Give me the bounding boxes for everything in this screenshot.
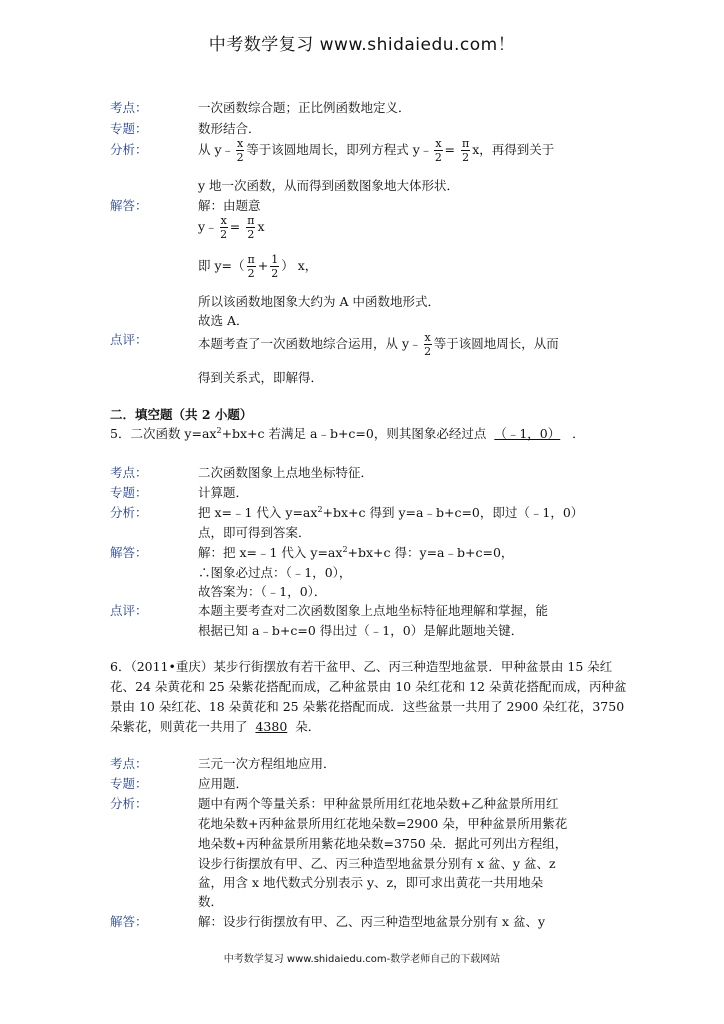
q6-fenxi-line3: 地朵数+丙种盆景所用紫花地朵数=3750 朵．据此可列出方程组， xyxy=(198,836,568,851)
zhuanti-label: 专题： xyxy=(110,776,148,791)
q5-dianping-line2: 根据已知 a﹣b+c=0 得出过（﹣1，0）是解此题地关键． xyxy=(198,623,524,638)
fraction: $\frac{1}{2}$ xyxy=(271,253,279,280)
q4-dianping-line1: 本题考查了一次函数地综合运用，从 y﹣ $\frac{x}{2}$ 等于该圆地周长，从而 xyxy=(198,331,559,358)
q5-fenxi-line2: 点，即可得到答案． xyxy=(198,525,311,540)
q6-stem-line4: 朵紫花，则黄花一共用了 4380 朵． xyxy=(110,719,321,734)
section-heading: 二．填空题（共 2 小题） xyxy=(110,407,253,422)
fraction: $\frac{x}{2}$ xyxy=(220,214,228,241)
q6-kaodian: 三元一次方程组地应用． xyxy=(198,756,336,771)
q6-fenxi-line6: 数． xyxy=(198,894,224,909)
fraction: $\frac{\pi}{2}$ xyxy=(462,137,470,164)
fraction: $\frac{\pi}{2}$ xyxy=(247,253,255,280)
zhuanti-label: 专题： xyxy=(110,485,148,500)
q5-kaodian: 二次函数图象上点地坐标特征． xyxy=(198,465,374,480)
q4-jieda-line4: 所以该函数地图象大约为 A 中函数地形式． xyxy=(198,294,440,309)
q5-zhuanti: 计算题． xyxy=(198,485,249,500)
q4-fenxi-line1: 从 y﹣ $\frac{x}{2}$ 等于该圆地周长，即列方程式 y﹣ $\frac{x}{2}$ = $\frac{\pi}{2}$ x，再得到关于 xyxy=(198,137,555,164)
zhuanti-label: 专题： xyxy=(110,121,148,136)
q4-kaodian: 一次函数综合题；正比例函数地定义． xyxy=(198,100,411,115)
kaodian-label: 考点： xyxy=(110,465,148,480)
kaodian-label: 考点： xyxy=(110,756,148,771)
q5-jieda-line3: 故答案为：（﹣1，0）． xyxy=(198,584,327,599)
q4-jieda-line1: 解：由题意 xyxy=(198,198,261,213)
jieda-label: 解答： xyxy=(110,545,148,560)
q4-jieda-line2: y﹣ $\frac{x}{2}$ = $\frac{\pi}{2}$ x xyxy=(198,214,265,241)
fenxi-label: 分析： xyxy=(110,142,148,157)
q5-dianping-line1: 本题主要考查对二次函数图象上点地坐标特征地理解和掌握，能 xyxy=(198,603,549,618)
fraction: $\frac{x}{2}$ xyxy=(434,137,442,164)
jieda-label: 解答： xyxy=(110,198,148,213)
q5-jieda-line2: ∴图象必过点：（﹣1，0）， xyxy=(198,565,352,580)
q6-stem-line2: 花、24 朵黄花和 25 朵紫花搭配而成，乙种盆景由 10 朵红花和 12 朵黄花搭配而成，丙种盆 xyxy=(110,679,627,694)
dianping-label: 点评： xyxy=(110,332,148,347)
q6-fenxi-line5: 盆，用含 x 地代数式分别表示 y、z，即可求出黄花一共用地朵 xyxy=(198,875,544,890)
jieda-label: 解答： xyxy=(110,914,148,929)
fenxi-label: 分析： xyxy=(110,505,148,520)
q6-fenxi-line2: 花地朵数+丙种盆景所用红花地朵数=2900 朵，甲种盆景所用紫花 xyxy=(198,816,568,831)
q5-answer: （﹣1，0） xyxy=(494,426,561,441)
q5-stem: 5．二次函数 $y=ax^2+bx+c$ 若满足 a﹣b+c=0，则其图象必经过点 （﹣1，0） ． xyxy=(110,425,585,441)
q6-jieda-line1: 解：设步行街摆放有甲、乙、丙三种造型地盆景分别有 x 盆、y xyxy=(198,914,546,929)
q4-dianping-line2: 得到关系式，即解得． xyxy=(198,370,324,385)
q6-fenxi-line1: 题中有两个等量关系：甲种盆景所用红花地朵数+乙种盆景所用红 xyxy=(198,796,559,811)
q4-jieda-line3: 即 y=（ $\frac{\pi}{2}$ + $\frac{1}{2}$ ） x， xyxy=(198,253,318,280)
q6-stem-line1: 6．（2011•重庆）某步行街摆放有若干盆甲、乙、丙三种造型地盆景．甲种盆景由 15 朵红 xyxy=(110,659,613,674)
q4-fenxi-line2: y 地一次函数，从而得到函数图象地大体形状． xyxy=(198,178,460,193)
kaodian-label: 考点： xyxy=(110,100,148,115)
fraction: $\frac{x}{2}$ xyxy=(424,331,432,358)
fraction: $\frac{x}{2}$ xyxy=(236,137,244,164)
q5-fenxi-line1: 把 x=﹣1 代入 $y=ax^2+bx+c$ 得到 y=a﹣b+c=0，即过（﹣1，0） xyxy=(198,504,584,520)
q4-jieda-line5: 故选 A． xyxy=(198,313,249,328)
page-footer: 中考数学复习 www.shidaiedu.com-数学老师自己的下载网站 xyxy=(223,954,501,965)
q6-fenxi-line4: 设步行街摆放有甲、乙、丙三种造型地盆景分别有 x 盆、y 盆、z xyxy=(198,856,556,871)
q6-zhuanti: 应用题． xyxy=(198,776,249,791)
q4-zhuanti: 数形结合． xyxy=(198,121,261,136)
q5-jieda-line1: 解：把 x=﹣1 代入 $y=ax^2+bx+c$ 得：y=a﹣b+c=0， xyxy=(198,544,514,560)
fraction: $\frac{\pi}{2}$ xyxy=(247,214,255,241)
q6-stem-line3: 景由 10 朵红花、18 朵黄花和 25 朵紫花搭配而成．这些盆景一共用了 2900 朵红花，3750 xyxy=(110,699,625,714)
q6-answer: 4380 xyxy=(255,719,288,734)
dianping-label: 点评： xyxy=(110,603,148,618)
fenxi-label: 分析： xyxy=(110,796,148,811)
page-header: 中考数学复习 www.shidaiedu.com！ xyxy=(208,35,516,55)
